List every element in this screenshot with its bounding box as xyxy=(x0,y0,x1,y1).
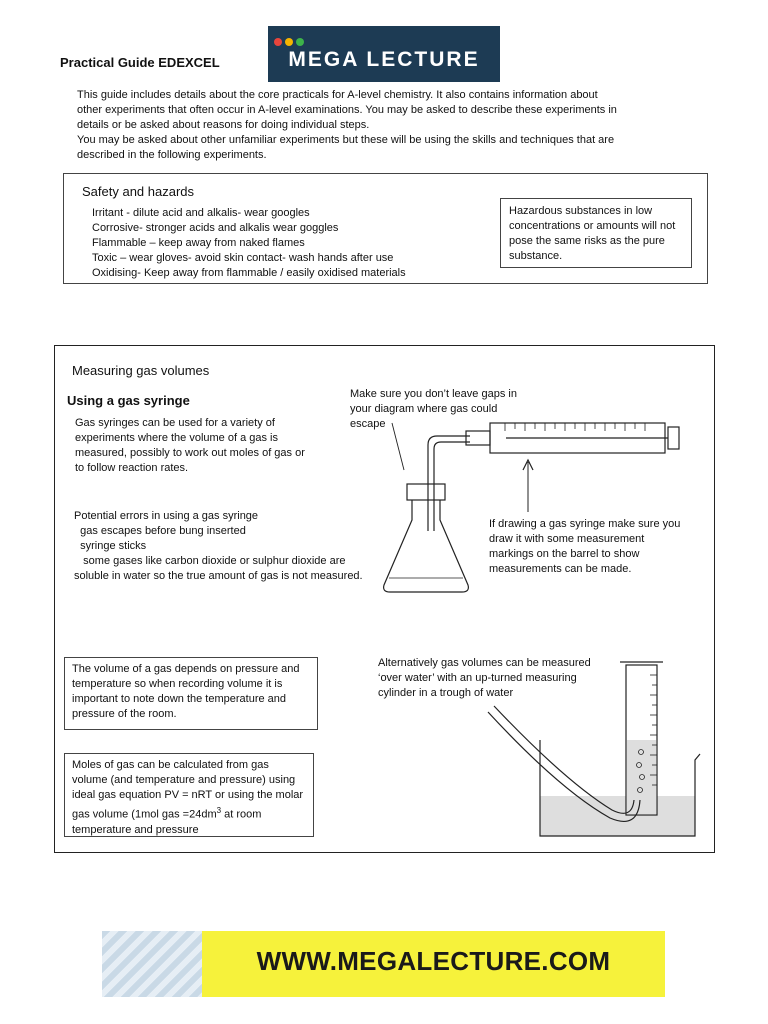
over-water-note: Alternatively gas volumes can be measured ‘over water’ with an up-turned measuring cylinder in a trough of water xyxy=(378,657,591,699)
intro-line: This guide includes details about the core practicals for A-level chemistry. It also contains information about xyxy=(77,89,598,101)
document-title: Practical Guide EDEXCEL xyxy=(60,55,220,70)
error-item: syringe sticks xyxy=(74,540,147,552)
logo-text: MEGA LECTURE xyxy=(288,48,480,71)
intro-line: described in the following experiments. xyxy=(77,149,267,161)
errors-title: Potential errors in using a gas syringe xyxy=(74,510,259,522)
gas-syringe-text: Gas syringes can be used for a variety of experiments where the volume of a gas is measured, possibly to work out moles of gas or to follow reaction rates. xyxy=(75,417,305,474)
logo-dot-yellow xyxy=(285,38,293,46)
logo-dot-green xyxy=(296,38,304,46)
moles-note-text-end: at room temperature and pressure xyxy=(72,808,262,836)
gas-section-title: Measuring gas volumes xyxy=(72,363,210,378)
error-item: gas escapes before bung inserted xyxy=(74,525,246,537)
logo-dot-red xyxy=(274,38,282,46)
syringe-drawing-note: If drawing a gas syringe make sure you draw it with some measurement markings on the barrel to show measurements can be made. xyxy=(489,518,681,575)
error-item: some gases like carbon dioxide or sulphur dioxide are soluble in water so the true amount of gas is not measured. xyxy=(74,555,363,582)
intro-line: other experiments that often occur in A-level examinations. You may be asked to describe these experiments in xyxy=(77,104,617,116)
hazard-item: Flammable – keep away from naked flames xyxy=(92,237,305,249)
hazard-item: Corrosive- stronger acids and alkalis wear goggles xyxy=(92,222,339,234)
footer-stripes xyxy=(102,931,202,997)
moles-note-box xyxy=(64,753,314,837)
volume-note-box: The volume of a gas depends on pressure and temperature so when recording volume it is important to note down the temperature and pressure of the room. xyxy=(64,657,318,730)
hazard-item: Oxidising- Keep away from flammable / easily oxidised materials xyxy=(92,267,406,279)
hazard-item: Irritant - dilute acid and alkalis- wear googles xyxy=(92,207,310,219)
intro-line: details or be asked about reasons for doing individual steps. xyxy=(77,119,370,131)
hazard-item: Toxic – wear gloves- avoid skin contact- wash hands after use xyxy=(92,252,394,264)
footer-url-link[interactable]: WWW.MEGALECTURE.COM xyxy=(256,946,611,976)
intro-paragraph xyxy=(77,88,677,163)
hazard-note-box: Hazardous substances in low concentrations or amounts will not pose the same risks as the pure substance. xyxy=(500,198,692,268)
intro-line: You may be asked about other unfamiliar experiments but these will be using the skills and techniques that are xyxy=(77,134,615,146)
gap-note: Make sure you don’t leave gaps in your diagram where gas could escape xyxy=(350,388,517,430)
mega-lecture-logo xyxy=(268,26,500,82)
safety-title: Safety and hazards xyxy=(82,184,195,199)
moles-note-superscript: 3 xyxy=(216,806,222,815)
gas-syringe-subtitle: Using a gas syringe xyxy=(67,393,190,408)
errors-list xyxy=(74,524,374,584)
hazard-list xyxy=(92,206,406,281)
moles-note-text: Moles of gas can be calculated from gas volume (and temperature and pressure) using ideal gas equation PV = nRT or using the molar gas volume (1mol gas =24dm xyxy=(72,759,304,821)
